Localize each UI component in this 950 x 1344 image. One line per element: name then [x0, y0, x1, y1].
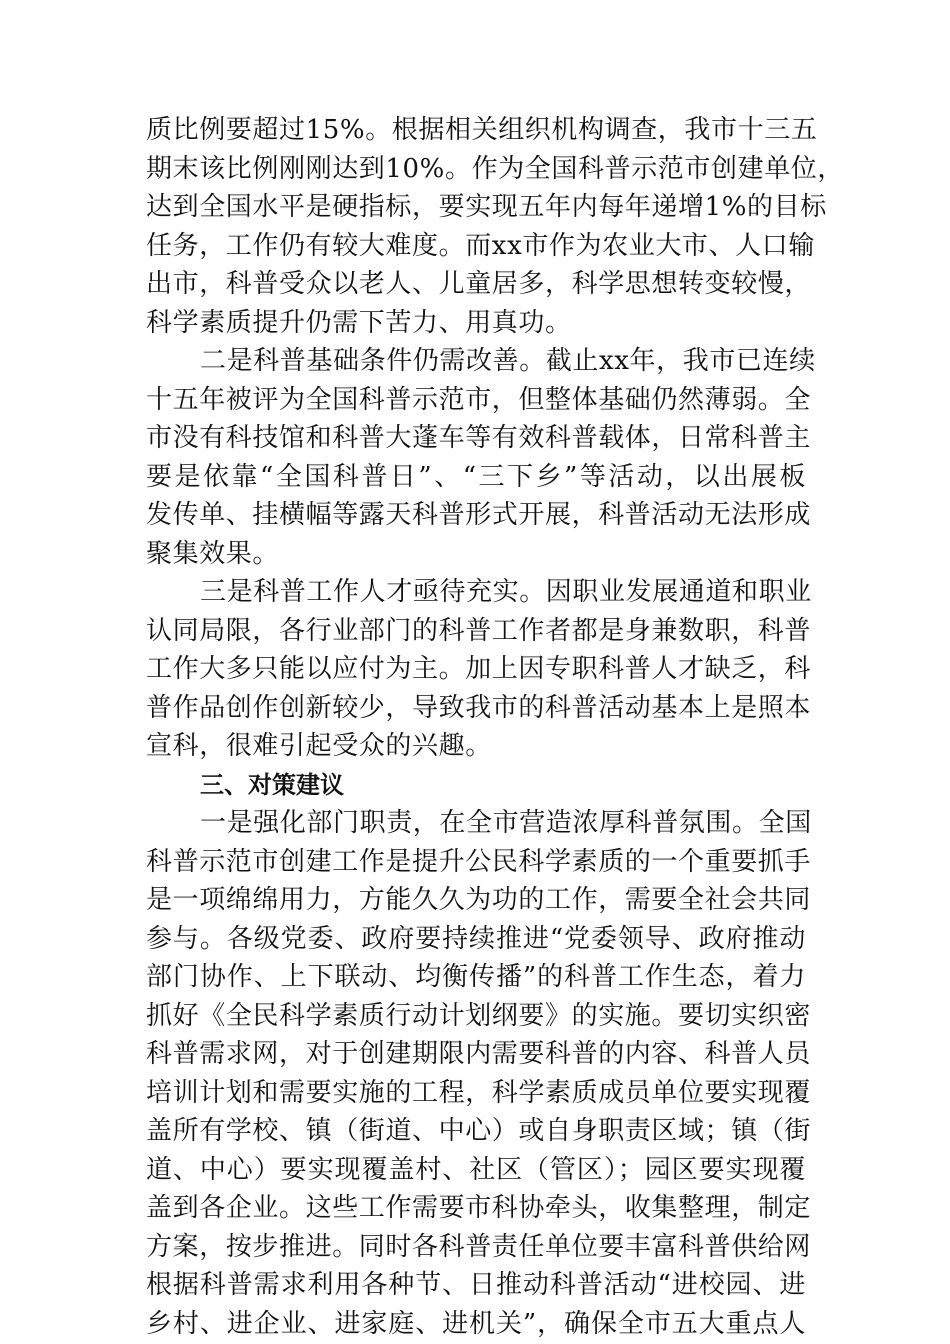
text-line: 十五年被评为全国科普示范市，但整体基础仍然薄弱。全	[146, 384, 812, 415]
text-line: 是一项绵绵用力，方能久久为功的工作，需要全社会共同	[146, 885, 812, 915]
text-line: 期末该比例刚刚达到10%。作为全国科普示范市创建单位，	[146, 153, 844, 184]
text-line: 盖所有学校、镇（街道、中心）或自身职责区域；镇（街	[146, 1116, 812, 1146]
text-line: 科普示范市创建工作是提升公民科学素质的一个重要抓手	[146, 846, 812, 877]
paragraph-start-line: 二是科普基础条件仍需改善。截止xx年，我市已连续	[200, 346, 816, 376]
text-line: 市没有科技馆和科普大蓬车等有效科普载体，日常科普主	[146, 423, 812, 453]
document-body	[146, 111, 844, 1343]
text-line: 抓好《全民科学素质行动计划纲要》的实施。要切实织密	[146, 1000, 812, 1031]
text-line: 方案，按步推进。同时各科普责任单位要丰富科普供给网	[146, 1231, 812, 1262]
text-line: 工作大多只能以应付为主。加上因专职科普人才缺乏，科	[146, 654, 812, 684]
text-line: 普作品创作创新较少，导致我市的科普活动基本上是照本	[146, 692, 812, 723]
text-line: 质比例要超过15%。根据相关组织机构调查，我市十三五	[146, 115, 818, 145]
text-line: 发传单、挂横幅等露天科普形式开展，科普活动无法形成	[146, 500, 812, 530]
text-line: 任务，工作仍有较大难度。而xx市作为农业大市、人口输	[146, 230, 815, 261]
paragraph-start-line: 一是强化部门职责，在全市营造浓厚科普氛围。全国	[200, 808, 812, 838]
text-line: 聚集效果。	[146, 538, 280, 569]
paragraph-start-line: 三是科普工作人才亟待充实。因职业发展通道和职业	[200, 577, 812, 607]
text-line: 宣科，很难引起受众的兴趣。	[146, 731, 492, 761]
text-line: 根据科普需求利用各种节、日推动科普活动“进校园、进	[146, 1270, 806, 1300]
section-heading: 三、对策建议	[200, 770, 344, 799]
text-line: 乡村、进企业、进家庭、进机关”，确保全市五大重点人	[146, 1308, 806, 1339]
text-line: 科普需求网，对于创建期限内需要科普的内容、科普人员	[146, 1039, 812, 1069]
text-line: 要是依靠“全国科普日”、“三下乡”等活动，以出展板	[146, 461, 806, 492]
text-line: 道、中心）要实现覆盖村、社区（管区）；园区要实现覆	[146, 1154, 806, 1185]
text-line: 科学素质提升仍需下苦力、用真功。	[146, 307, 572, 338]
text-line: 出市，科普受众以老人、儿童居多，科学思想转变较慢，	[146, 269, 812, 299]
text-line: 认同局限，各行业部门的科普工作者都是身兼数职，科普	[146, 615, 812, 646]
text-line: 盖到各企业。这些工作需要市科协牵头，收集整理，制定	[146, 1193, 812, 1223]
text-line: 部门协作、上下联动、均衡传播”的科普工作生态，着力	[146, 962, 806, 992]
text-line: 参与。各级党委、政府要持续推进“党委领导、政府推动	[146, 923, 806, 954]
text-line: 达到全国水平是硬指标，要实现五年内每年递增1%的目标	[146, 192, 827, 222]
text-line: 培训计划和需要实施的工程，科学素质成员单位要实现覆	[146, 1077, 812, 1108]
